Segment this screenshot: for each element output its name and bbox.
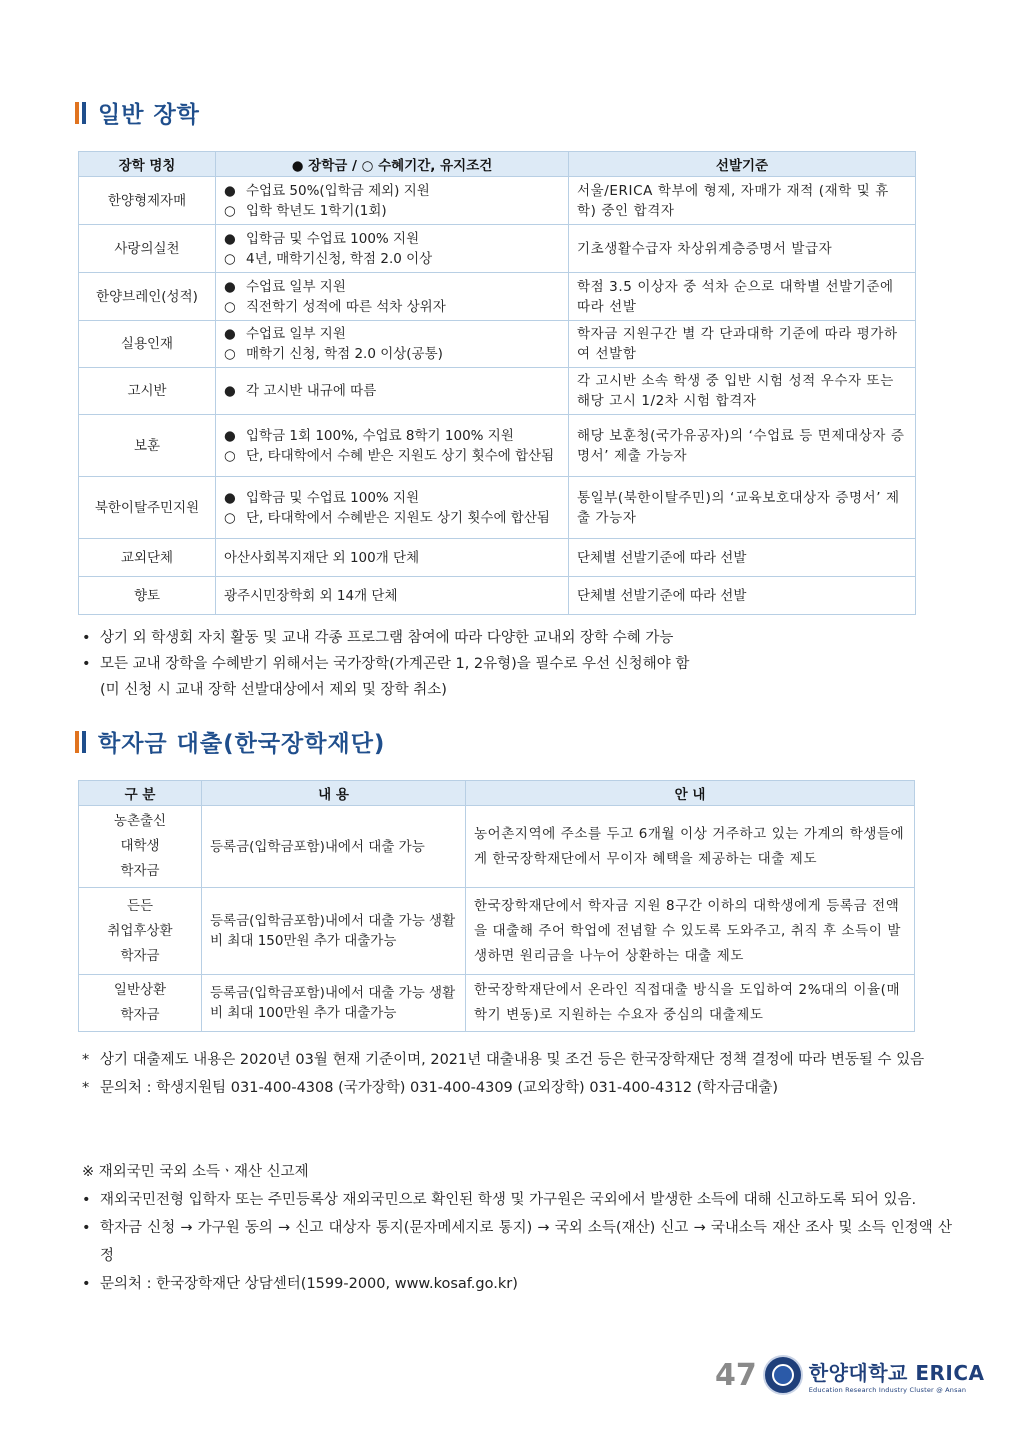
section-title-student-loan bbox=[75, 725, 385, 758]
table-row bbox=[79, 177, 916, 225]
title-bar-icon bbox=[75, 731, 86, 753]
header-content: 내 용 bbox=[202, 781, 466, 806]
scholarship-criteria: 학점 3.5 이상자 중 석차 순으로 대학별 선발기준에 따라 선발 bbox=[569, 273, 916, 321]
scholarship-name: 실용인재 bbox=[79, 321, 216, 368]
scholarship-name: 교외단체 bbox=[79, 539, 216, 577]
loan-content: 등록금(입학금포함)내에서 대출 가능 생활비 최대 100만원 추가 대출가능 bbox=[202, 975, 466, 1032]
header-category: 구 분 bbox=[79, 781, 202, 806]
scholarship-name: 향토 bbox=[79, 577, 216, 615]
table-row bbox=[79, 368, 916, 415]
table-row bbox=[79, 225, 916, 273]
scholarship-name: 북한이탈주민지원 bbox=[79, 477, 216, 539]
scholarship-benefit: ● 각 고시반 내규에 따름 bbox=[216, 368, 569, 415]
note-item: • 모든 교내 장학을 수혜받기 위해서는 국가장학(가계곤란 1, 2유형)을 필수로 우선 신청해야 함 bbox=[82, 656, 690, 672]
scholarship-criteria: 각 고시반 소속 학생 중 입반 시험 성적 우수자 또는 해당 고시 1/2차 시험 합격자 bbox=[569, 368, 916, 415]
scholarship-benefit: 광주시민장학회 외 14개 단체 bbox=[216, 577, 569, 615]
loan-name: 일반상환 학자금 bbox=[79, 975, 202, 1032]
scholarship-benefit: ● 입학금 1회 100%, 수업료 8학기 100% 지원 ○ 단, 타대학에서 수혜 받은 지원도 상기 횟수에 합산됨 bbox=[216, 415, 569, 477]
loan-guide: 한국장학재단에서 학자금 지원 8구간 이하의 대학생에게 등록금 전액을 대출해 주어 학업에 전념할 수 있도록 도와주고, 취직 후 소득이 발생하면 원리금을 나누어 상환하는 대출 제도 bbox=[466, 888, 915, 975]
scholarship-criteria: 서울/ERICA 학부에 형제, 자매가 재적 (재학 및 휴학) 중인 합격자 bbox=[569, 177, 916, 225]
page-footer bbox=[715, 1355, 984, 1395]
student-loan-notes bbox=[82, 1046, 952, 1102]
note-item: • 상기 외 학생회 자치 활동 및 교내 각종 프로그램 참여에 따라 다양한 교내외 장학 수혜 가능 bbox=[82, 630, 674, 646]
note-item: * 문의처 : 학생지원팀 031-400-4308 (국가장학) 031-400-4309 (교외장학) 031-400-4312 (학자금대출) bbox=[82, 1080, 778, 1096]
scholarship-benefit: ● 입학금 및 수업료 100% 지원 ○ 단, 타대학에서 수혜받은 지원도 상기 횟수에 합산됨 bbox=[216, 477, 569, 539]
loan-content: 등록금(입학금포함)내에서 대출 가능 bbox=[202, 806, 466, 888]
table-row bbox=[79, 888, 915, 975]
title-bar-icon bbox=[75, 102, 86, 124]
general-scholarship-notes bbox=[82, 625, 952, 703]
table-header-row bbox=[79, 781, 915, 806]
loan-guide: 한국장학재단에서 온라인 직접대출 방식을 도입하여 2%대의 이율(매학기 변동)로 지원하는 수요자 중심의 대출제도 bbox=[466, 975, 915, 1032]
scholarship-name: 보훈 bbox=[79, 415, 216, 477]
table-row bbox=[79, 539, 916, 577]
scholarship-criteria: 단체별 선발기준에 따라 선발 bbox=[569, 539, 916, 577]
section-title-text: 학자금 대출(한국장학재단) bbox=[98, 731, 386, 757]
scholarship-benefit: ● 수업료 일부 지원 ○ 직전학기 성적에 따른 석차 상위자 bbox=[216, 273, 569, 321]
header-name: 장학 명칭 bbox=[79, 152, 216, 177]
table-row bbox=[79, 321, 916, 368]
scholarship-benefit: 아산사회복지재단 외 100개 단체 bbox=[216, 539, 569, 577]
brand-name: 한양대학교 ERICA bbox=[808, 1360, 985, 1385]
note-item: • 학자금 신청 → 가구원 동의 → 신고 대상자 통지(문자메세지로 통지) → 국외 소득(재산) 신고 → 국내소득 재산 조사 및 소득 인정액 산정 bbox=[82, 1220, 952, 1264]
section-title-general-scholarship bbox=[75, 96, 200, 129]
note-item: • 재외국민전형 입학자 또는 주민등록상 재외국민으로 확인된 학생 및 가구원은 국외에서 발생한 소득에 대해 신고하도록 되어 있음. bbox=[82, 1192, 917, 1208]
header-guide: 안 내 bbox=[466, 781, 915, 806]
table-header-row bbox=[79, 152, 916, 177]
page-number: 47 bbox=[715, 1357, 757, 1393]
scholarship-criteria: 해당 보훈청(국가유공자)의 ‘수업료 등 면제대상자 증명서’ 제출 가능자 bbox=[569, 415, 916, 477]
scholarship-criteria: 단체별 선발기준에 따라 선발 bbox=[569, 577, 916, 615]
header-benefit: ● 장학금 / ○ 수혜기간, 유지조건 bbox=[216, 152, 569, 177]
university-seal-icon bbox=[763, 1355, 803, 1395]
header-criteria: 선발기준 bbox=[569, 152, 916, 177]
scholarship-criteria: 기초생활수급자 차상위계층증명서 발급자 bbox=[569, 225, 916, 273]
scholarship-name: 고시반 bbox=[79, 368, 216, 415]
scholarship-name: 사랑의실천 bbox=[79, 225, 216, 273]
loan-content: 등록금(입학금포함)내에서 대출 가능 생활비 최대 150만원 추가 대출가능 bbox=[202, 888, 466, 975]
university-logo bbox=[809, 1357, 985, 1394]
section-title-text: 일반 장학 bbox=[98, 102, 200, 128]
overseas-income-section bbox=[82, 1158, 952, 1298]
table-row bbox=[79, 273, 916, 321]
scholarship-benefit: ● 입학금 및 수업료 100% 지원 ○ 4년, 매학기신청, 학점 2.0 이상 bbox=[216, 225, 569, 273]
note-item-continuation: (미 신청 시 교내 장학 선발대상에서 제외 및 장학 취소) bbox=[100, 682, 447, 698]
table-row bbox=[79, 477, 916, 539]
scholarship-criteria: 학자금 지원구간 별 각 단과대학 기준에 따라 평가하여 선발함 bbox=[569, 321, 916, 368]
table-row bbox=[79, 806, 915, 888]
scholarship-name: 한양브레인(성적) bbox=[79, 273, 216, 321]
scholarship-criteria: 통일부(북한이탈주민)의 ‘교육보호대상자 증명서’ 제출 가능자 bbox=[569, 477, 916, 539]
scholarship-name: 한양형제자매 bbox=[79, 177, 216, 225]
table-row bbox=[79, 415, 916, 477]
scholarship-benefit: ● 수업료 일부 지원 ○ 매학기 신청, 학점 2.0 이상(공통) bbox=[216, 321, 569, 368]
loan-name: 든든 취업후상환 학자금 bbox=[79, 888, 202, 975]
table-row bbox=[79, 577, 916, 615]
table-row bbox=[79, 975, 915, 1032]
loan-guide: 농어촌지역에 주소를 두고 6개월 이상 거주하고 있는 가계의 학생들에게 한국장학재단에서 무이자 혜택을 제공하는 대출 제도 bbox=[466, 806, 915, 888]
loan-name: 농촌출신 대학생 학자금 bbox=[79, 806, 202, 888]
note-item: • 문의처 : 한국장학재단 상담센터(1599-2000, www.kosaf.go.kr) bbox=[82, 1276, 518, 1292]
general-scholarship-table bbox=[78, 151, 916, 615]
overseas-income-heading: ※ 재외국민 국외 소득ㆍ재산 신고제 bbox=[82, 1164, 309, 1180]
scholarship-benefit: ● 수업료 50%(입학금 제외) 지원 ○ 입학 학년도 1학기(1회) bbox=[216, 177, 569, 225]
student-loan-table bbox=[78, 780, 915, 1032]
note-item: * 상기 대출제도 내용은 2020년 03월 현재 기준이며, 2021년 대출내용 및 조건 등은 한국장학재단 정책 결정에 따라 변동될 수 있음 bbox=[82, 1052, 925, 1068]
brand-sub: Education Research Industry Cluster @ Ansan bbox=[808, 1385, 967, 1394]
